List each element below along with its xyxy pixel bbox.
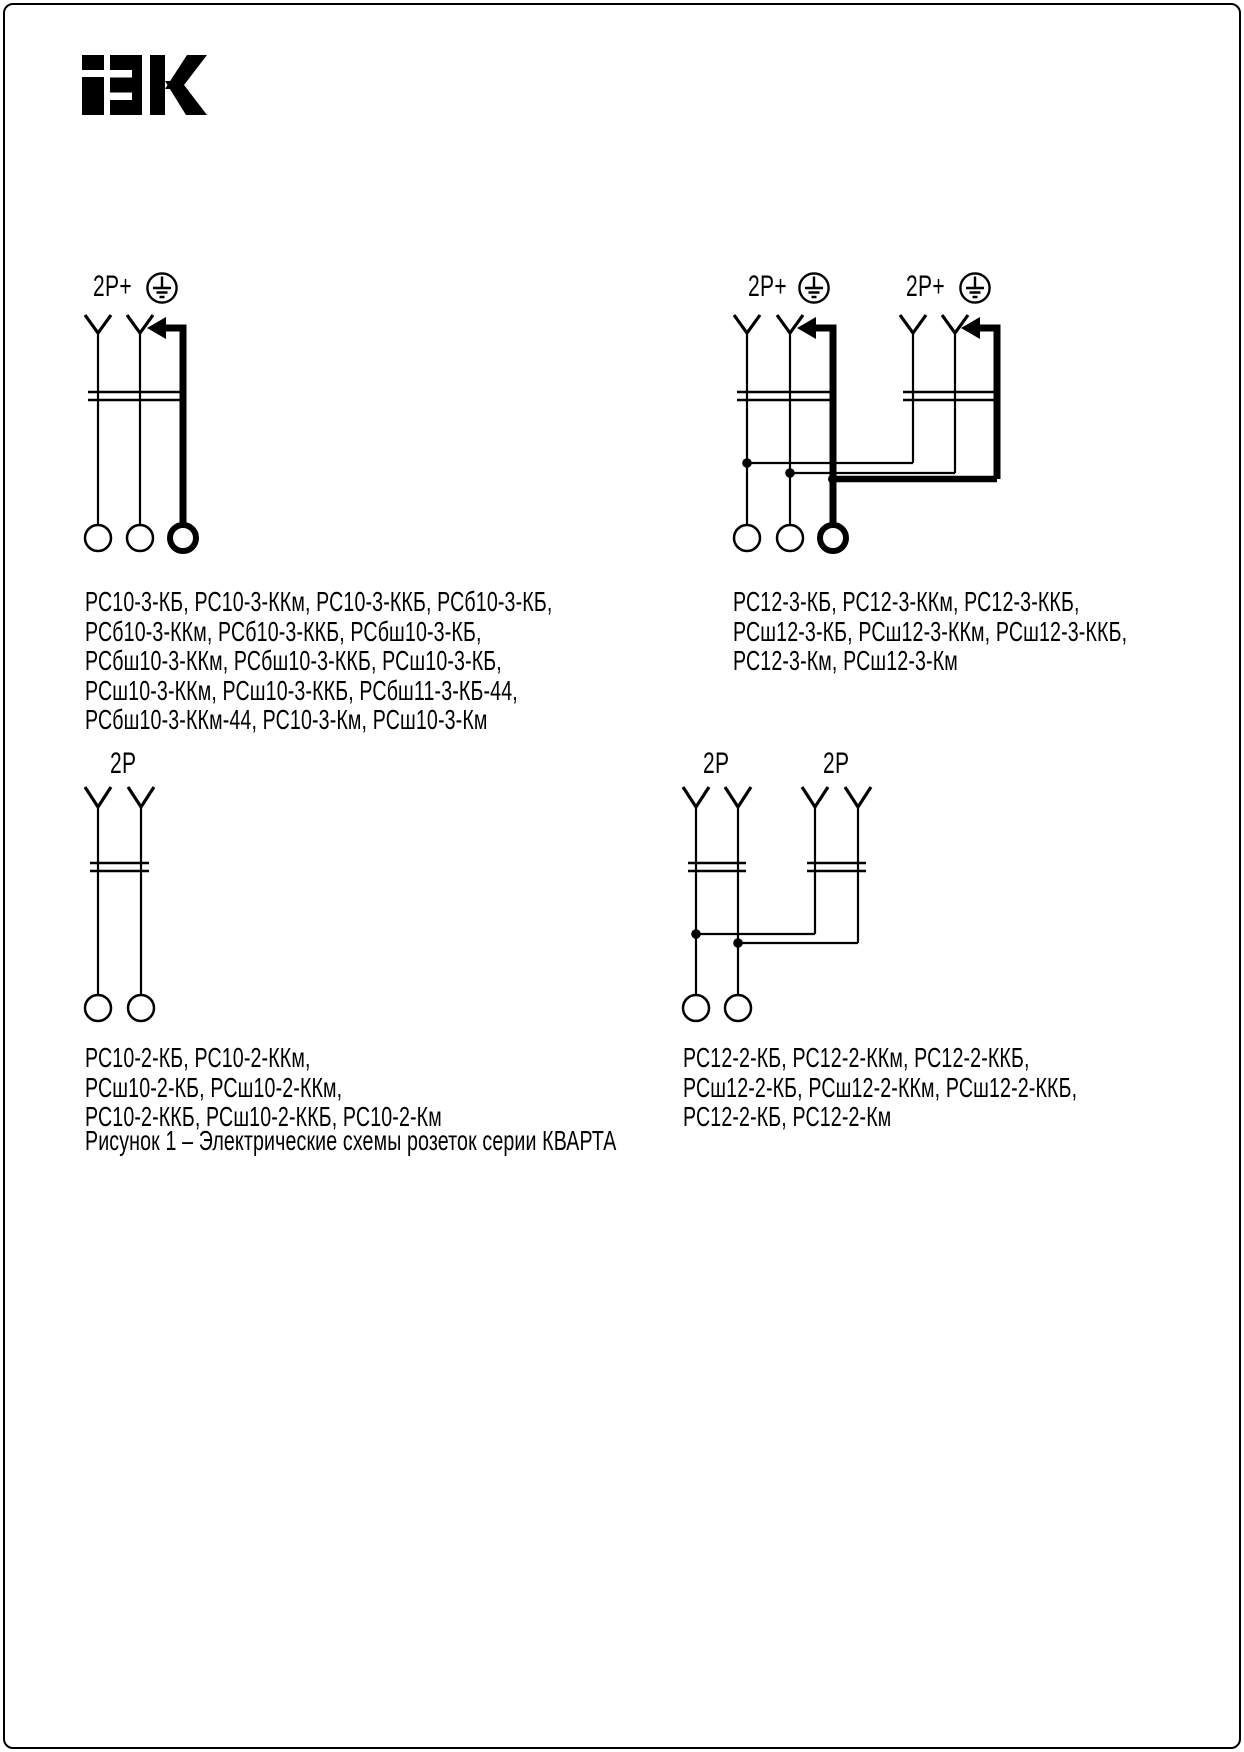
schematic-top-left [85,315,196,551]
terminal-circle-icon [734,525,760,551]
junction-dot [691,929,701,939]
terminal-circle-icon [725,995,751,1021]
junction-dot [733,938,743,948]
pole-label-bottom-right-1: 2P [703,747,730,780]
product-list-top-right [733,587,1127,676]
terminal-circle-earth-icon [820,525,846,551]
schematic-bottom-left [85,787,154,1021]
product-list-line: РС12-3-КБ, РС12-3-ККм, РС12-3-ККБ, [733,586,1080,617]
product-list-bottom-left [85,1043,442,1132]
product-list-line: РСш10-3-ККм, РСш10-3-ККБ, РСбш11-3-КБ-44, [85,674,518,706]
contact-fork-icon [802,787,828,807]
product-list-bottom-right [683,1043,1077,1132]
contact-fork-icon [942,315,968,333]
figure-caption: Рисунок 1 – Электрические схемы розеток серии КВАРТА [85,1125,617,1156]
contact-fork-icon [128,787,154,807]
terminal-circle-icon [683,995,709,1021]
product-list-line: РСб10-3-ККм, РСб10-3-ККБ, РСбш10-3-КБ, [85,615,482,647]
product-list-line: РС12-2-КБ, РС12-2-ККм, РС12-2-ККБ, [683,1042,1030,1073]
product-list-line: РС12-2-КБ, РС12-2-Км [683,1101,892,1132]
product-list-line: РС10-2-КБ, РС10-2-ККм, [85,1042,311,1073]
contact-fork-icon [734,315,760,333]
product-list-line: РСбш10-3-ККм, РСбш10-3-ККБ, РСш10-3-КБ, [85,645,502,676]
terminal-circle-icon [127,525,153,551]
contact-fork-icon [85,787,111,807]
pole-label-bottom-left: 2P [110,747,137,780]
terminal-circle-earth-icon [170,525,196,551]
pole-label-top-right-2: 2P+ [906,270,946,303]
product-list-top-left [85,587,552,735]
terminal-circle-icon [128,995,154,1021]
contact-fork-icon [683,787,709,807]
schematic-top-right [734,315,1000,551]
earth-ground-icon [145,271,179,305]
schematic-bottom-right [683,787,871,1021]
product-list-line: РС10-2-ККБ, РСш10-2-ККБ, РС10-2-Км [85,1101,442,1132]
product-list-line: РСш10-2-КБ, РСш10-2-ККм, [85,1071,343,1103]
terminal-circle-icon [85,525,111,551]
junction-dot [828,474,838,484]
product-list-line: РС10-3-КБ, РС10-3-ККм, РС10-3-ККБ, РСб10-3-КБ, [85,586,553,617]
product-list-line: РСбш10-3-ККм-44, РС10-3-Км, РСш10-3-Км [85,704,488,735]
product-list-line: РСш12-2-КБ, РСш12-2-ККм, РСш12-2-ККБ, [683,1071,1078,1103]
pole-label-bottom-right-2: 2P [823,747,850,780]
earth-ground-icon [958,271,992,305]
pole-label-top-right-1: 2P+ [748,270,788,303]
junction-dot [785,468,795,478]
contact-fork-icon [900,315,926,333]
terminal-circle-icon [777,525,803,551]
contact-fork-icon [85,315,111,333]
contact-fork-icon [845,787,871,807]
contact-fork-icon [725,787,751,807]
product-list-line: РС12-3-Км, РСш12-3-Км [733,645,958,676]
pole-label-top-left: 2P+ [93,270,133,303]
contact-fork-icon [127,315,153,333]
terminal-circle-icon [85,995,111,1021]
contact-fork-icon [777,315,803,333]
junction-dot [742,458,752,468]
product-list-line: РСш12-3-КБ, РСш12-3-ККм, РСш12-3-ККБ, [733,615,1128,647]
earth-ground-icon [797,271,831,305]
